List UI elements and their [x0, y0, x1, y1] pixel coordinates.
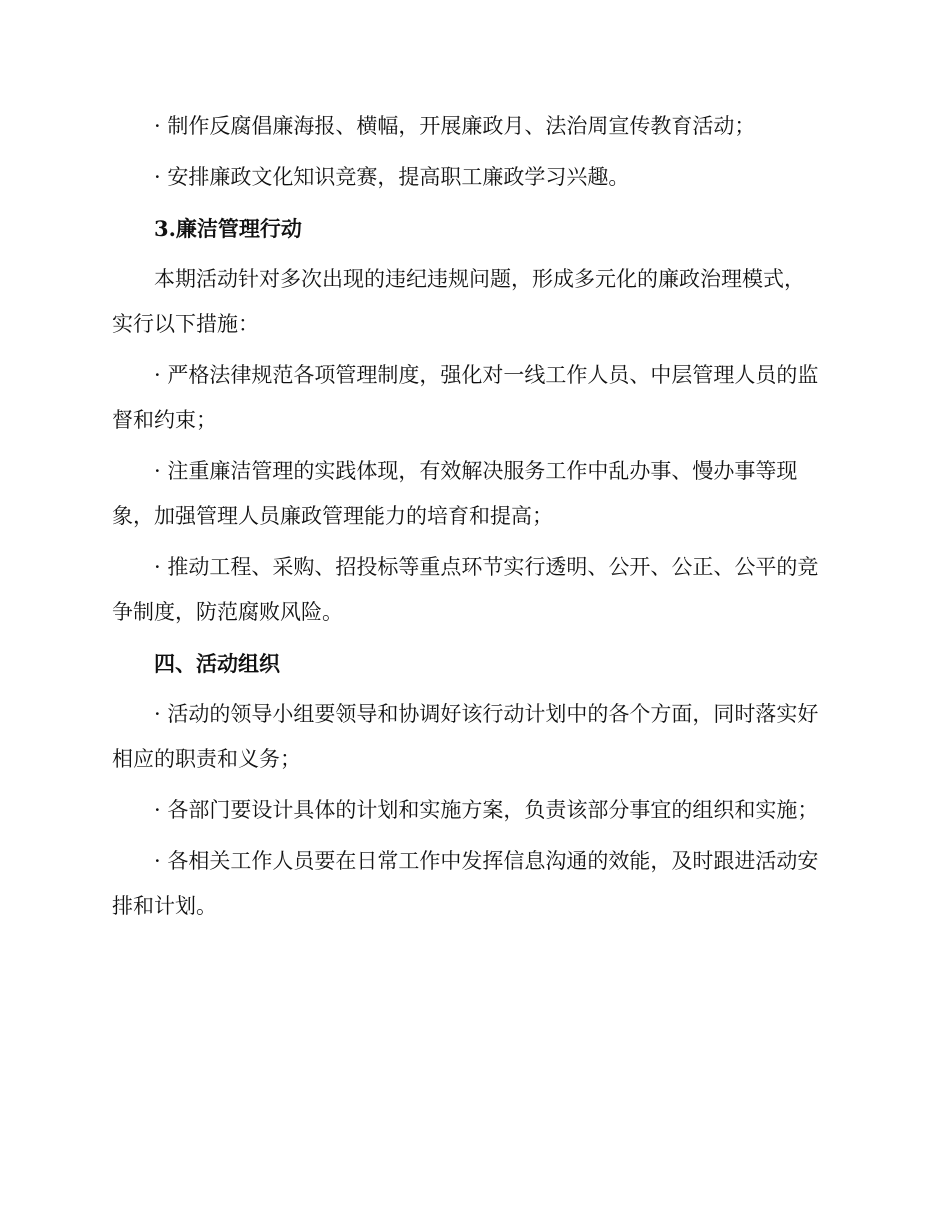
section-heading-clean-management: 3.廉洁管理行动: [154, 216, 302, 241]
bullet-departments-plan: · 各部门要设计具体的计划和实施方案，负责该部分事宜的组织和实施；: [154, 798, 819, 822]
document-page: [112, 104, 824, 929]
body-paragraph-measures-intro: 本期活动针对多次出现的违纪违规问题，形成多元化的廉政治理模式，实行以下措施：: [112, 267, 805, 336]
bullet-staff-communication: · 各相关工作人员要在日常工作中发挥信息沟通的效能，及时跟进活动安排和计划。: [112, 849, 819, 918]
bullet-transparent-procurement: · 推动工程、采购、招投标等重点环节实行透明、公开、公正、公平的竞争制度，防范腐败风险。: [112, 555, 819, 624]
bullet-knowledge-contest: · 安排廉政文化知识竞赛，提高职工廉政学习兴趣。: [154, 165, 630, 189]
bullet-practice-embodiment: · 注重廉洁管理的实践体现，有效解决服务工作中乱办事、慢办事等现象，加强管理人员廉政管理能力的培育和提高；: [112, 459, 798, 528]
bullet-legal-norms: · 严格法律规范各项管理制度，强化对一线工作人员、中层管理人员的监督和约束；: [112, 363, 819, 432]
bullet-publicity-activities: · 制作反腐倡廉海报、横幅，开展廉政月、法治周宣传教育活动；: [154, 114, 756, 138]
bullet-leadership-group: · 活动的领导小组要领导和协调好该行动计划中的各个方面，同时落实好相应的职责和义务；: [112, 702, 819, 771]
section-heading-activity-organization: 四、活动组织: [154, 651, 280, 676]
